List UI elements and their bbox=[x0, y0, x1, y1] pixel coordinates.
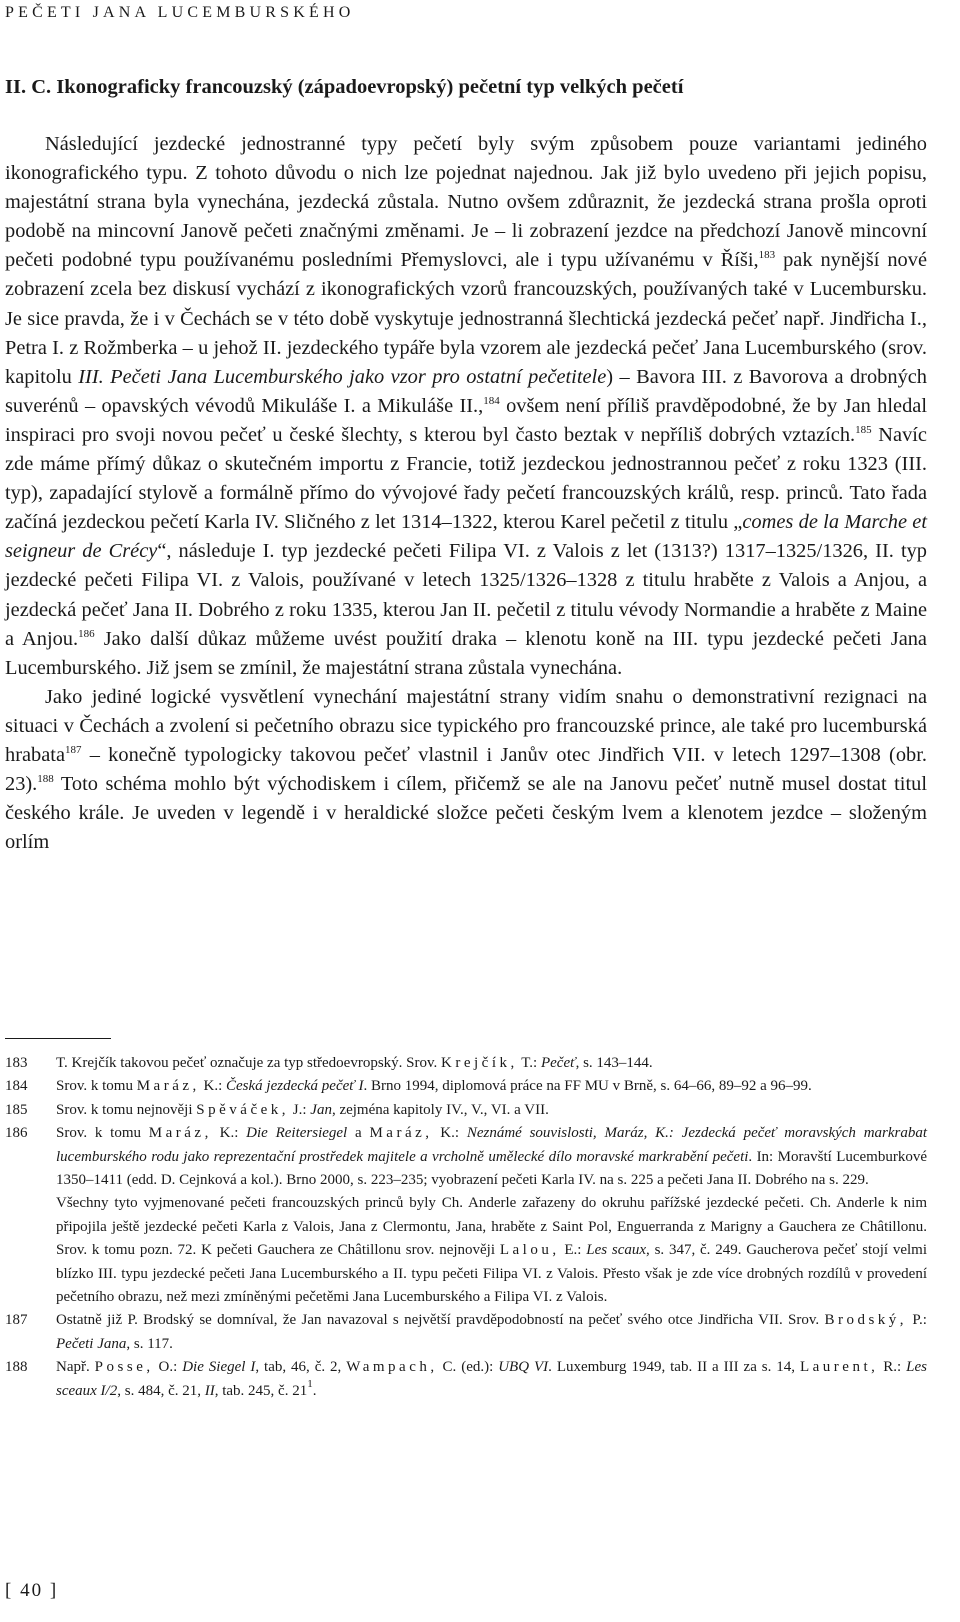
running-head: PEČETI JANA LUCEMBURSKÉHO bbox=[5, 4, 355, 21]
text-run: P.: bbox=[907, 1312, 927, 1329]
text-run: . Luxemburg 1949, tab. II a III za s. 14, bbox=[548, 1359, 800, 1376]
text-run: ) – Bavora III. z Bavorova a drobných suverénů – opavských vévodů Mikuláše I. a Mikuláše II., bbox=[5, 365, 928, 417]
footnote bbox=[5, 1075, 927, 1098]
italic-text: Česká jezdecká pečeť I bbox=[226, 1078, 364, 1095]
text-run: Následující jezdecké jednostranné typy pečetí byly svým způsobem pouze variantami jediného ikonografického typu. Z tohoto důvodu o nich lze pojednat najednou. Jak již bylo uvedeno při jejich popisu, majestátní strana byla vynechána, jezdecká zůstala. Nutno ovšem zdůraznit, že jezdecká strana prošla oproti podobě na mincovní Janově pečeti značnými změnami. Je – li zobrazení jezdce na předchozí Janově mincovní pečeti podobné typu používanému posledními Přemyslovci, ale i typu užívanému v Říši, bbox=[5, 133, 927, 272]
text-run: . bbox=[312, 1382, 317, 1399]
footnote-ref: 188 bbox=[37, 773, 54, 786]
footnote-text bbox=[56, 1309, 927, 1356]
text-run: J.: bbox=[289, 1101, 311, 1118]
footnote bbox=[5, 1122, 927, 1192]
italic-text: Neznámé souvislosti, Maráz, K.: Jezdecká pečeť moravských markrabat lucemburského rodu jako reprezentační prostředek majitele a vrcholně umělecké dílo moravské markrabění pečeti bbox=[56, 1125, 928, 1165]
spaced-author-name: Wampach, bbox=[346, 1359, 438, 1376]
footnote-text bbox=[56, 1075, 927, 1098]
page-number: [ 40 ] bbox=[5, 1580, 59, 1601]
text-run: Jako další důkaz můžeme uvést použití draka – klenotu koně na III. typu jezdecké pečeti Jana Lucemburského. Již jsem se zmínil, že majestátní strana zůstala vynechána. bbox=[5, 627, 927, 679]
section-heading: II. C. Ikonograficky francouzský (západoevropský) pečetní typ velkých pečetí bbox=[5, 76, 684, 98]
text-run: R.: bbox=[878, 1359, 907, 1376]
text-run: , s. 143–144. bbox=[575, 1055, 653, 1071]
text-run: , s. 484, č. 21, bbox=[117, 1382, 205, 1399]
spaced-author-name: Krejčík, bbox=[441, 1055, 518, 1071]
text-run: , tab, 46, č. 2, bbox=[255, 1359, 347, 1376]
body-paragraph bbox=[5, 130, 927, 683]
italic-text: Jan bbox=[310, 1101, 332, 1118]
italic-text: Die Reitersiegel bbox=[246, 1125, 348, 1142]
italic-text: Pečeti Jana bbox=[56, 1335, 127, 1352]
footnote-number: 187 bbox=[5, 1312, 28, 1329]
text-run: T. Krejčík takovou pečeť označuje za typ středoevropský. Srov. bbox=[56, 1055, 442, 1071]
text-run: “, následuje I. typ jezdecké pečeti Filipa VI. z Valois z let (1313?) 1317–1325/1326, II. typ jezdecké pečeti Filipa VI. z Valois, používané v letech 1325/1326–1328 z titulu hraběte z Valois a Anjou, a jezdecká pečeť Jana II. Dobrého z roku 1335, kterou Jan II. pečetil z titulu vévody Normandie a hraběte z Maine a Anjou. bbox=[5, 540, 927, 650]
footnote-number: 184 bbox=[5, 1078, 28, 1095]
spaced-author-name: Laurent, bbox=[799, 1359, 879, 1376]
footnote bbox=[5, 1099, 927, 1122]
body-paragraph bbox=[5, 683, 927, 858]
spaced-author-name: Brodský, bbox=[824, 1312, 908, 1329]
text-run: , s. 117. bbox=[126, 1335, 173, 1352]
italic-text: UBQ VI bbox=[498, 1359, 549, 1376]
text-run: a bbox=[347, 1125, 370, 1142]
text-run: . Brno 1994, diplomová práce na FF MU v Brně, s. 64–66, 89–92 a 96–99. bbox=[363, 1078, 812, 1095]
italic-text: Les scaux bbox=[586, 1242, 647, 1259]
text-run: pak nynější nové zobrazení zcela bez diskusí vychází z ikonografických vzorů francouzských, používaných také v Lucembursku. Je sice pravda, že i v Čechách se v této době vyskytuje jednostranná šlechtická jezdecká pečeť např. Jindřicha I., Petra I. z Rožmberka – u jehož II. jezdeckého typáře byla vzorem ale jezdecká pečeť Jana Lucemburského (srov. kapitolu bbox=[5, 249, 927, 388]
footnote bbox=[5, 1356, 927, 1403]
spaced-author-name: Maráz, bbox=[148, 1125, 212, 1142]
footnote-text bbox=[56, 1099, 927, 1122]
footnote-text bbox=[56, 1052, 927, 1075]
text-run: O.: bbox=[153, 1359, 183, 1376]
footnote-number: 185 bbox=[5, 1101, 28, 1118]
footnote-ref: 1 bbox=[307, 1377, 313, 1390]
footnote-ref: 186 bbox=[78, 627, 95, 640]
italic-text: Die Siegel I bbox=[182, 1359, 256, 1376]
footnote bbox=[5, 1052, 927, 1075]
text-run: ovšem není příliš pravděpodobné, že by Jan hledal inspiraci pro svoji novou pečeť u české šlechty, s kterou byl často beztak v nepříliš dobrých vztazích. bbox=[5, 394, 927, 446]
body-text bbox=[5, 130, 927, 857]
text-run: E.: bbox=[559, 1242, 587, 1259]
footnote-ref: 184 bbox=[483, 394, 500, 407]
footnotes bbox=[5, 1052, 927, 1403]
footnote-ref: 187 bbox=[65, 743, 82, 756]
text-run: Všechny tyto vyjmenované pečeti francouzských princů byly Ch. Anderle zařazeny do okruhu pařížské jezdecké pečeti. Ch. Anderle k nim připojila ještě jezdecké pečeti Karla z Valois, Jana z Clermontu, Jana, hraběte z Saint Pol, Enguerranda z Marigny a Gauchera ze Châtillonu. Srov. k tomu pozn. 72. K pečeti Gauchera ze Châtillonu srov. nejnověji bbox=[56, 1195, 927, 1259]
text-run: Navíc zde máme přímý důkaz o skutečném importu z Francie, totiž jezdeckou jednostrannou pečeť z roku 1323 (III. typ), zapadající stylově a formálně přímo do vývojové řady pečetí francouzských králů, resp. princů. Tato řada začíná jezdeckou pečetí Karla IV. Sličného z let 1314–1322, kterou Karel pečetil z titulu „ bbox=[5, 423, 927, 534]
spaced-author-name: Lalou, bbox=[499, 1242, 560, 1259]
text-run: Srov. k tomu nejnověji bbox=[56, 1101, 197, 1118]
text-run: K.: bbox=[199, 1078, 227, 1095]
text-run: – konečně typologicky takovou pečeť vlastnil i Janův otec Jindřich VII. v letech 1297–1308 (obr. 23). bbox=[5, 743, 927, 796]
spaced-author-name: Posse, bbox=[94, 1359, 154, 1376]
text-run: K.: bbox=[211, 1125, 247, 1142]
text-run: Např. bbox=[56, 1359, 95, 1376]
italic-text: Pečeť bbox=[540, 1055, 576, 1071]
footnote-number: 188 bbox=[5, 1359, 28, 1376]
text-run: Ostatně již P. Brodský se domníval, že Jan navazoval s největší pravděpodobností na pečeť svého otce Jindřicha VII. Srov. bbox=[56, 1312, 825, 1329]
italic-text: Les sceaux I/2 bbox=[56, 1359, 927, 1399]
spaced-author-name: Spěváček, bbox=[196, 1101, 290, 1118]
italic-text: II bbox=[204, 1382, 215, 1399]
footnote bbox=[5, 1309, 927, 1356]
footnote-text bbox=[56, 1356, 927, 1403]
footnote-number: 183 bbox=[5, 1055, 28, 1071]
footnote-number: 186 bbox=[5, 1125, 28, 1142]
italic-text: comes de la Marche et seigneur de Crécy bbox=[5, 511, 928, 563]
spaced-author-name: Maráz, bbox=[369, 1125, 433, 1142]
text-run: Jako jediné logické vysvětlení vynechání majestátní strany vidím snahu o demonstrativní rezignaci na situaci v Čechách a zvolení si pečetního obrazu sice typického pro francouzské prince, ale také pro lucemburská hrabata bbox=[5, 685, 927, 766]
spaced-author-name: Maráz, bbox=[136, 1078, 200, 1095]
footnote-ref: 185 bbox=[855, 423, 872, 436]
italic-text: III. Pečeti Jana Lucemburského jako vzor pro ostatní pečetitele bbox=[78, 365, 607, 388]
text-run: Toto schéma mohlo být východiskem i cílem, přičemž se ale na Janovu pečeť nutně musel dostat titul českého krále. Je uveden v legendě i v heraldické složce pečeti českým lvem a klenotem jezdce – složeným orlím bbox=[5, 773, 927, 854]
text-run: , zejména kapitoly IV., V., VI. a VII. bbox=[331, 1101, 549, 1118]
text-run: , s. 347, č. 249. Gaucherova pečeť stojí velmi blízko III. typu jezdecké pečeti Jana Lucemburského a II. typu pečeti Filipa VI. z Valois. Přesto však je zde více drobných rozdílů v provedení pečetního obrazu, než mezi zmíněnými pečetěmi Jana Lucemburského a Filipa VI. z Valois. bbox=[56, 1242, 927, 1306]
footnote-divider bbox=[5, 1038, 111, 1039]
text-run: Srov. k tomu bbox=[56, 1078, 137, 1095]
footnote-continuation bbox=[5, 1192, 927, 1309]
text-run: . In: Moravští Lucemburkové 1350–1411 (edd. D. Cejnková a kol.). Brno 2000, s. 223–235; vyobrazení pečeti Karla IV. na s. 225 a pečeti Jana II. Dobrého na s. 229. bbox=[56, 1148, 928, 1189]
text-run: Srov. k tomu bbox=[56, 1125, 149, 1142]
footnote-ref: 183 bbox=[758, 249, 776, 262]
text-run: , tab. 245, č. 21 bbox=[214, 1382, 308, 1399]
text-run: K.: bbox=[432, 1125, 467, 1142]
footnote-text bbox=[56, 1122, 927, 1192]
text-run: T.: bbox=[517, 1055, 541, 1071]
text-run: C. (ed.): bbox=[437, 1359, 499, 1376]
